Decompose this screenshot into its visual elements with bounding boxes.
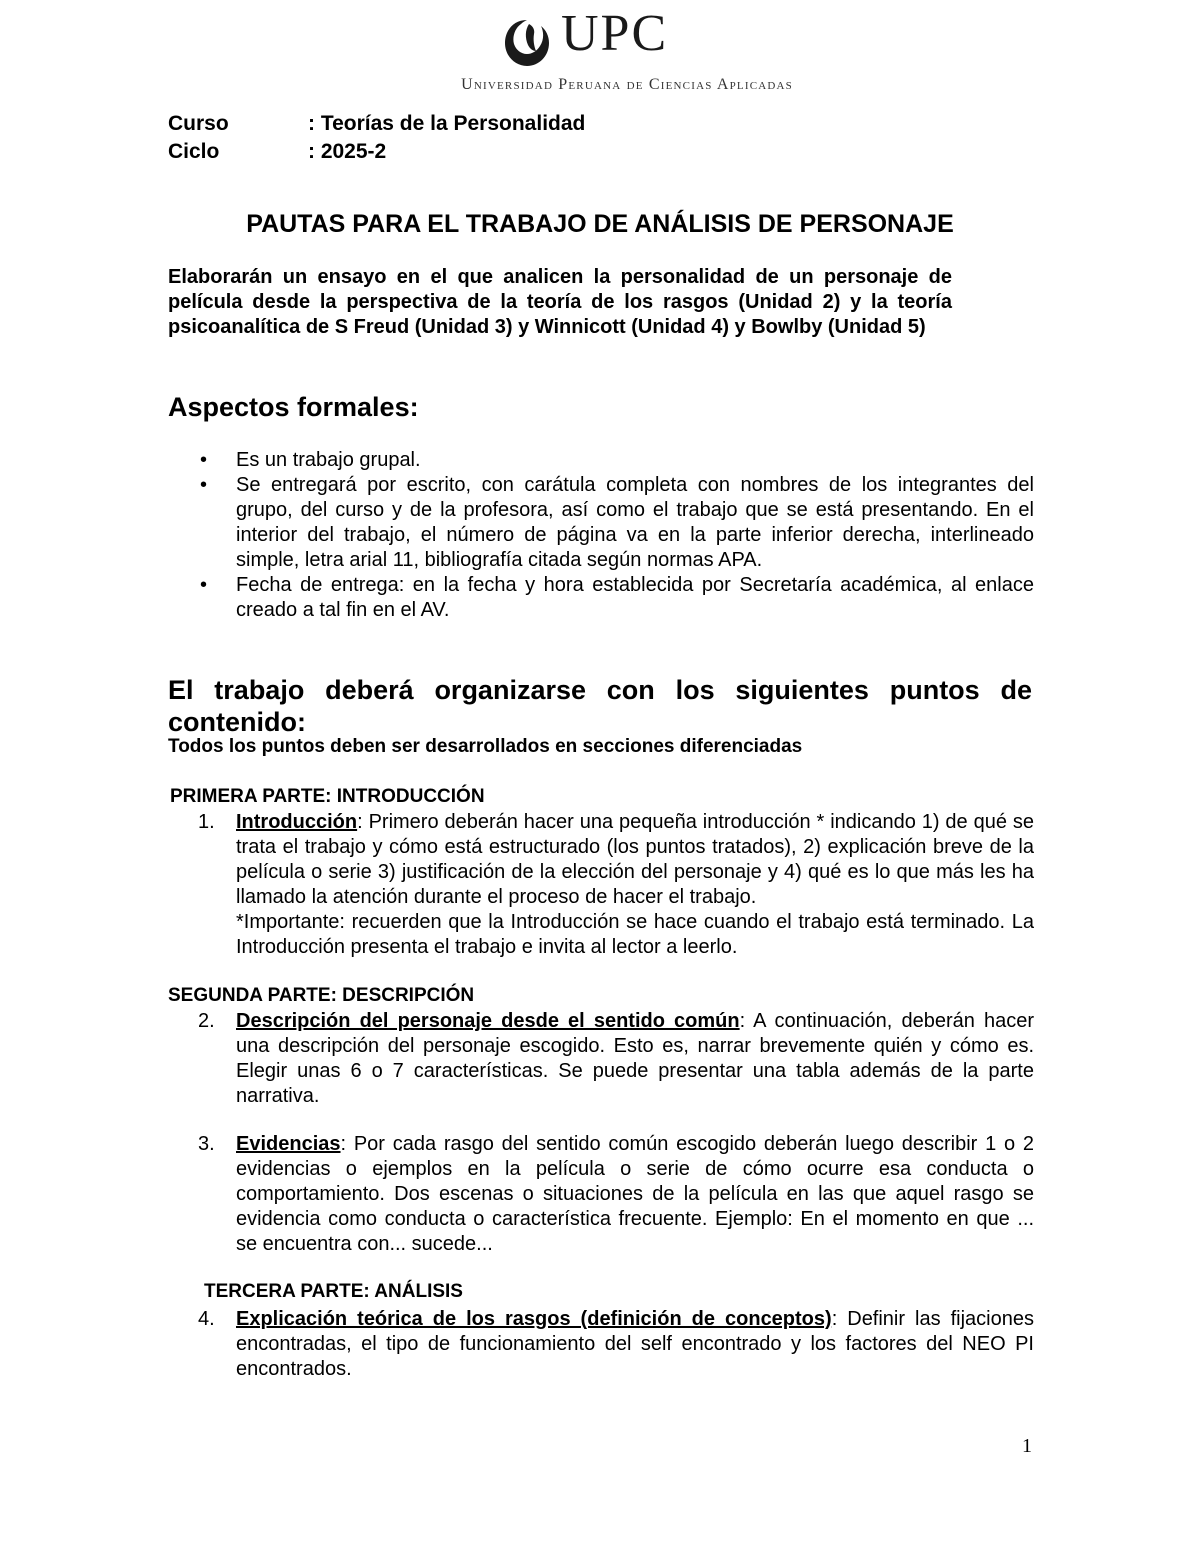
course-value: : Teorías de la Personalidad <box>308 112 586 135</box>
course-label: Curso <box>168 112 229 135</box>
organization-heading: El trabajo deberá organizarse con los siguientes puntos de contenido: <box>168 675 1032 737</box>
item-term: Explicación teórica de los rasgos (definición de conceptos) <box>236 1308 832 1330</box>
intro-paragraph: Elaborarán un ensayo en el que analicen la personalidad de un personaje de película desde la perspectiva de la teoría de los rasgos (Unidad 2) y la teoría psicoanalítica de S Freud (Unidad 3) y Winnicott (Unidad 4) y Bowlby (Unidad 5) <box>168 266 952 338</box>
list-item: • Es un trabajo grupal. <box>198 448 1034 473</box>
course-row <box>168 112 585 136</box>
logo-wordmark: UPC <box>561 5 669 62</box>
content-item <box>198 1132 1034 1257</box>
part-two-heading: SEGUNDA PARTE: DESCRIPCIÓN <box>168 985 475 1006</box>
organization-subheading: Todos los puntos deben ser desarrollados en secciones diferenciadas <box>168 736 803 757</box>
part-one-heading: PRIMERA PARTE: INTRODUCCIÓN <box>170 786 485 807</box>
content-item <box>198 1009 1034 1109</box>
page-number: 1 <box>1022 1435 1032 1457</box>
item-term: Evidencias <box>236 1133 341 1155</box>
item-note: *Importante: recuerden que la Introducción se hace cuando el trabajo está terminado. La Introducción presenta el trabajo e invita al lector a leerlo. <box>236 911 1034 958</box>
item-text: : Definir las fijaciones encontradas, el tipo de funcionamiento del self encontrado y los factores del NEO PI encontrados. <box>236 1308 1034 1380</box>
cycle-label: Ciclo <box>168 140 220 163</box>
item-number: 4. <box>198 1308 215 1330</box>
upc-logo <box>461 5 793 93</box>
item-term: Descripción del personaje desde el sentido común <box>236 1010 740 1032</box>
formal-aspects-heading: Aspectos formales: <box>168 392 419 422</box>
item-number: 3. <box>198 1133 215 1155</box>
content-item <box>198 1307 1034 1382</box>
cycle-row <box>168 140 386 164</box>
list-item: • Fecha de entrega: en la fecha y hora establecida por Secretaría académica, al enlace creado a tal fin en el AV. <box>198 573 1034 623</box>
part-three-heading: TERCERA PARTE: ANÁLISIS <box>204 1281 463 1302</box>
item-text: : A continuación, deberán hacer una descripción del personaje escogido. Esto es, narrar brevemente quién y cómo es. Elegir unas 6 o 7 características. Se puede presentar una tabla además de la parte narrativa. <box>236 1010 1034 1107</box>
upc-emblem-icon <box>503 18 551 68</box>
item-text: : Primero deberán hacer una pequeña introducción * indicando 1) de qué se trata el trabajo y cómo está estructurado (los puntos tratados), 2) explicación breve de la película o serie 3) justificación de la elección del personaje y 4) qué es lo que más les ha llamado la atención durante el proceso de hacer el trabajo. <box>236 811 1034 908</box>
item-number: 1. <box>198 811 215 833</box>
page-title: PAUTAS PARA EL TRABAJO DE ANÁLISIS DE PERSONAJE <box>246 210 954 238</box>
logo-subtitle: Universidad Peruana de Ciencias Aplicadas <box>461 76 793 93</box>
content-item <box>198 810 1034 960</box>
formal-aspects-list <box>198 448 1034 623</box>
item-term: Introducción <box>236 811 358 833</box>
list-item: • Se entregará por escrito, con carátula completa con nombres de los integrantes del grupo, del curso y de la profesora, así como el trabajo que se está presentando. En el interior del trabajo, el número de página va en la parte inferior derecha, interlineado simple, letra arial 11, bibliografía citada según normas APA. <box>198 473 1034 573</box>
item-number: 2. <box>198 1010 215 1032</box>
cycle-value: : 2025-2 <box>308 140 387 163</box>
item-text: : Por cada rasgo del sentido común escogido deberán luego describir 1 o 2 evidencias o ejemplos en la película o serie de cómo ocurre esa conducta o comportamiento. Dos escenas o situaciones de la película en las que aquel rasgo se evidencia como conducta o característica frecuente. Ejemplo: En el momento en que ... se encuentra con... sucede... <box>236 1133 1034 1255</box>
